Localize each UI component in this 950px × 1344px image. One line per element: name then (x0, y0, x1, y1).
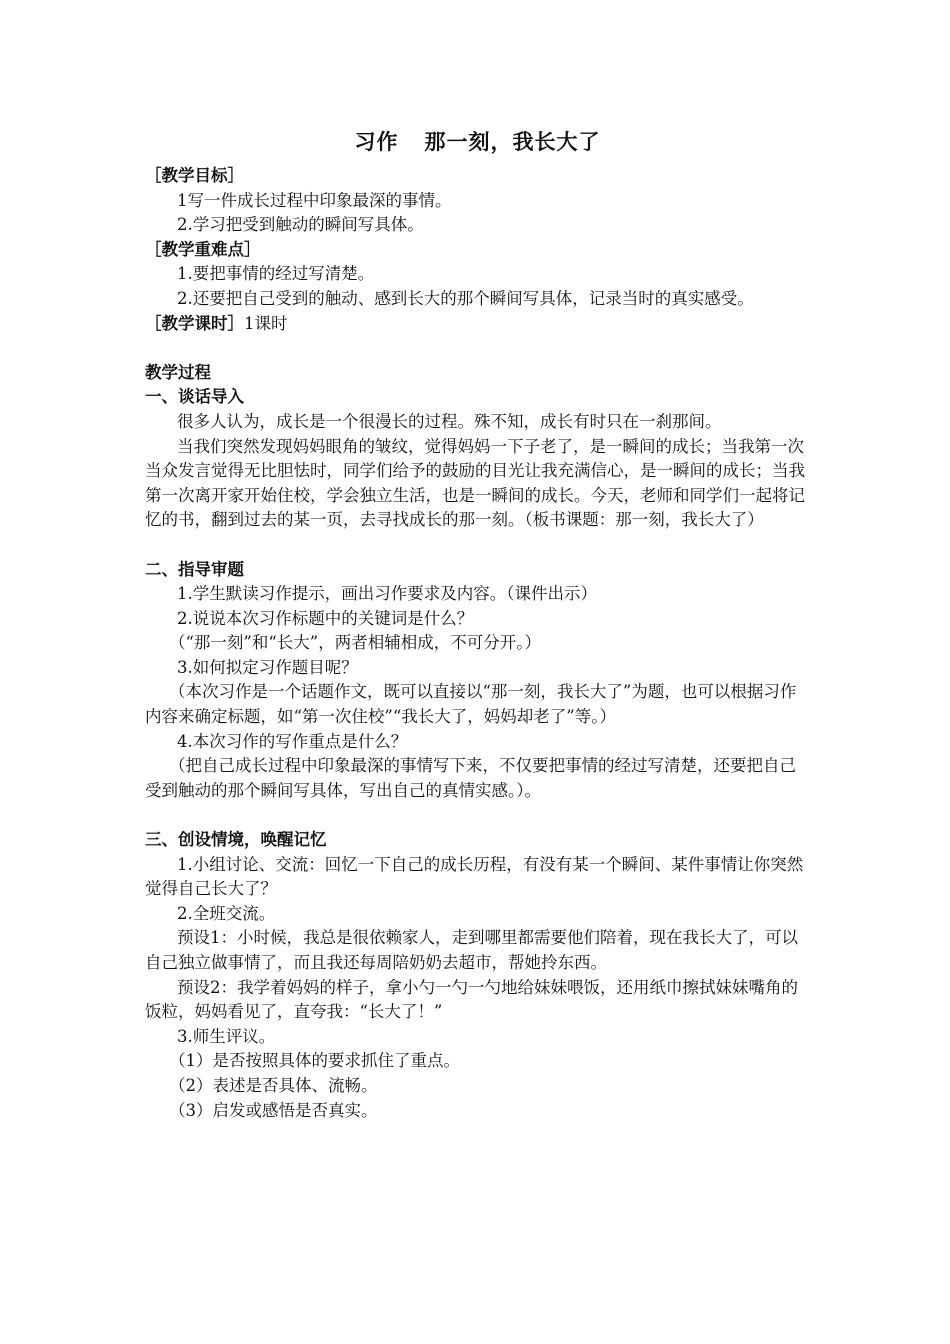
page-title (145, 122, 810, 162)
section-1-paragraph: 很多人认为，成长是一个很漫长的过程。殊不知，成长有时只在一刹那间。 (177, 411, 722, 431)
section-2-question: 3.如何拟定习作题目呢？ (177, 657, 358, 677)
section-2-question: 4.本次习作的写作重点是什么？ (177, 731, 408, 751)
section-3-paragraph: 2.全班交流。 (177, 903, 276, 923)
key-point-item: 1.要把事情的经过写清楚。 (177, 264, 375, 284)
hours-value: 1课时 (244, 313, 288, 333)
section-3-heading: 三、创设情境，唤醒记忆 (145, 830, 327, 850)
hours-heading: ［教学课时］ (145, 313, 244, 333)
key-points-heading: ［教学重难点］ (145, 239, 261, 259)
criteria-item: （3）启发或感悟是否真实。 (169, 1100, 378, 1120)
goal-item: 1写一件成长过程中印象最深的事情。 (177, 190, 452, 210)
section-2-question: 1.学生默读习作提示，画出习作要求及内容。（课件出示） (177, 584, 597, 604)
section-3-paragraph: 预设2：我学着妈妈的样子，拿小勺一勺一勺地给妹妹喂饭，还用纸巾擦拭妹妹嘴角的饭粒，妈妈看见了，直夸我：“长大了！” (145, 977, 798, 1022)
title-right: 那一刻，我长大了 (424, 130, 601, 154)
section-3-paragraph: 1.小组讨论、交流：回忆一下自己的成长历程，有没有某一个瞬间、某件事情让你突然觉得自己长大了？ (145, 854, 804, 899)
section-2-answer: （“那一刻”和“长大”，两者相辅相成，不可分开。） (169, 633, 541, 653)
section-1-paragraph: 当我们突然发现妈妈眼角的皱纹，觉得妈妈一下子老了，是一瞬间的成长；当我第一次当众发言觉得无比胆怯时，同学们给予的鼓励的目光让我充满信心，是一瞬间的成长；当我第一次离开家开始住校，学会独立生活，也是一瞬间的成长。今天，老师和同学们一起将记忆的书，翻到过去的某一页，去寻找成长的那一刻。（板书课题：那一刻，我长大了） (145, 436, 805, 530)
section-2-answer: （本次习作是一个话题作文，既可以直接以“那一刻，我长大了”为题，也可以根据习作内容来确定标题，如“第一次住校”“我长大了，妈妈却老了”等。） (145, 682, 797, 727)
section-3-paragraph: 3.师生评议。 (177, 1026, 276, 1046)
section-2-question: 2.说说本次习作标题中的关键词是什么？ (177, 608, 474, 628)
criteria-item: （2）表述是否具体、流畅。 (169, 1075, 378, 1095)
section-2-answer: （把自己成长过程中印象最深的事情写下来，不仅要把事情的经过写清楚，还要把自己受到触动的那个瞬间写具体，写出自己的真情实感。）。 (145, 756, 796, 800)
criteria-item: （1）是否按照具体的要求抓住了重点。 (169, 1051, 460, 1071)
section-2-heading: 二、指导审题 (145, 559, 244, 579)
key-point-item: 2.还要把自己受到的触动、感到长大的那个瞬间写具体，记录当时的真实感受。 (177, 288, 754, 308)
goals-heading: ［教学目标］ (145, 166, 244, 185)
process-heading: 教学过程 (145, 362, 211, 382)
title-left: 习作 (354, 130, 399, 154)
section-1-heading: 一、谈话导入 (145, 387, 244, 407)
hours-line (145, 312, 810, 337)
goal-item: 2.学习把受到触动的瞬间写具体。 (177, 215, 424, 235)
section-3-paragraph: 预设1：小时候，我总是很依赖家人，走到哪里都需要他们陪着，现在我长大了，可以自己独立做事情了，而且我还每周陪奶奶去超市，帮她拎东西。 (145, 928, 798, 972)
